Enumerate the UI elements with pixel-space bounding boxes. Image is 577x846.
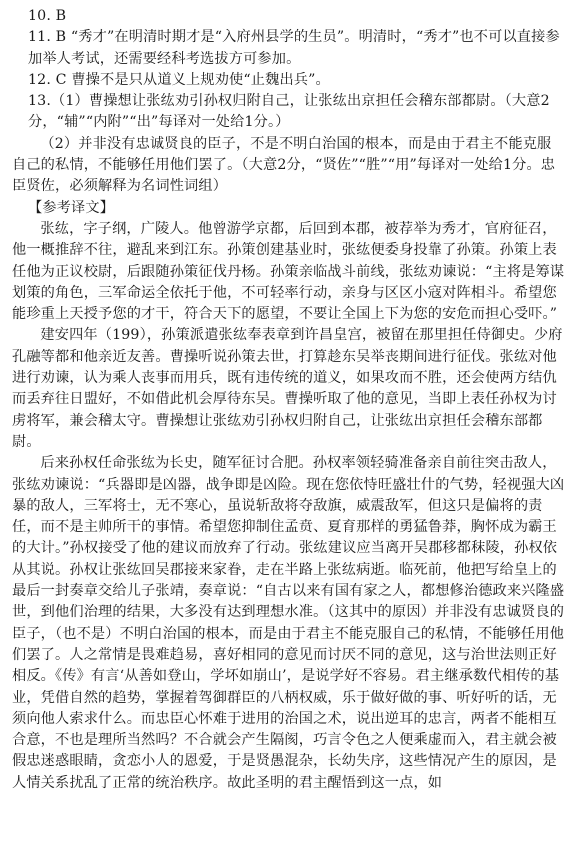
answer-13-2: （2）并非没有忠诚贤良的臣子，不是不明白治国的根本，而是由于君主不能克服自己的私情，不能够任用他们罢了。（大意2分，“贤佐”“胜”“用”每译对一处给1分。忠臣贤佐，必须解释为名词性词组） [12, 135, 556, 195]
translation-paragraph: 张纮，字子纲，广陵人。他曾游学京都，后回到本郡，被荐举为秀才，官府征召，他一概推辞不往，避乱来到江东。孙策创建基业时，张纮便委身投靠了孙策。孙策上表任他为正议校尉，后跟随孙策征伐丹杨。孙策亲临战斗前线，张纮劝谏说：“主将是筹谋划策的角色，三军命运全依托于他，不可轻率行动，亲身与区区小寇对阵相斗。希望您能珍重上天授予您的才干，符合天下的愿望，不要让全国上下为您的安危而担心受吓。” [12, 220, 565, 323]
translation-paragraph: 建安四年（199），孙策派遣张纮奉表章到许昌皇宫，被留在那里担任侍御史。少府孔融等都和他亲近友善。曹操听说孙策去世，打算趁东吴举丧期间进行征伐。张纮对他进行劝谏，认为乘人丧事而用兵，既有违传统的道义，如果攻而不胜，还会使两方结仇而丢弃往日盟好，不如借此机会厚待东吴。曹操听取了他的意见，当即上表任孙权为讨虏将军，兼会稽太守。曹操想让张纮劝引孙权归附自己，让张纮出京担任会稽东部都尉。 [12, 327, 563, 450]
answer-12: 12. C 曹操不是只从道义上规劝使“止魏出兵”。 [28, 71, 330, 88]
answer-11: 11. B “秀才”在明清时期才是“入府州县学的生员”。明清时，“秀才”也不可以直接参加举人考试，还需要经科考选拔方可参加。 [28, 29, 560, 67]
answer-13-1: 13.（1）曹操想让张纮劝引孙权归附自己，让张纮出京担任会稽东部都尉。（大意2分，“辅”“内附”“出”每译对一处给1分。） [28, 93, 550, 131]
answer-10: 10. B [28, 8, 67, 24]
translation-paragraph: 后来孙权任命张纮为长史，随军征讨合肥。孙权率领轻骑准备亲自前往突击敌人，张纮劝谏说：“兵器即是凶器，战争即是凶险。现在您依恃旺盛壮什的气势，轻视强大凶暴的敌人，三军将士，无不寒心，虽说斩敌将夺敌旗，威震敌军，但这只是偏将的责任，而不是主帅所干的事情。希望您抑制住孟贲、夏育那样的勇猛鲁莽，胸怀成为霸王的大计。”孙权接受了他的建议而放弃了行动。张纮建议应当离开吴郡移都秣陵，孙权依从其说。孙权让张纮回吴郡接来家眷，走在半路上张纮病逝。临死前，他把写给皇上的最后一封奏章交给儿子张靖，奏章说：“自古以来有国有家之人，都想修治德政来兴隆盛世，到他们治理的结果，大多没有达到理想水准。（这其中的原因）并非没有忠诚贤良的臣子，（也不是）不明白治国的根本，而是由于君主不能克服自己的私情，不能够任用他们罢了。人之常情是畏难趋易，喜好相同的意见而讨厌不同的意见，这与治世法则正好相反。《传》有言‘从善如登山，学坏如崩山’，是说学好不容易。君主继承数代相传的基业，凭借自然的趋势，掌握着驾御群臣的八柄权威，乐于做好做的事、听好听的话，无须向他人索求什么。而忠臣心怀难于进用的治国之术，说出逆耳的忠言，两者不能相互合意，不也是理所当然吗？不合就会产生隔阂，巧言令色之人便乘虚而入，君主就会被假忠迷惑眼睛，贪恋小人的恩爱，于是贤愚混杂，长幼失序，这些情况产生的原因，是人情关系扰乱了正常的统治秩序。故此圣明的君主醒悟到这一点，如 [12, 455, 565, 791]
translation-heading: 【参考译文】 [28, 199, 115, 216]
